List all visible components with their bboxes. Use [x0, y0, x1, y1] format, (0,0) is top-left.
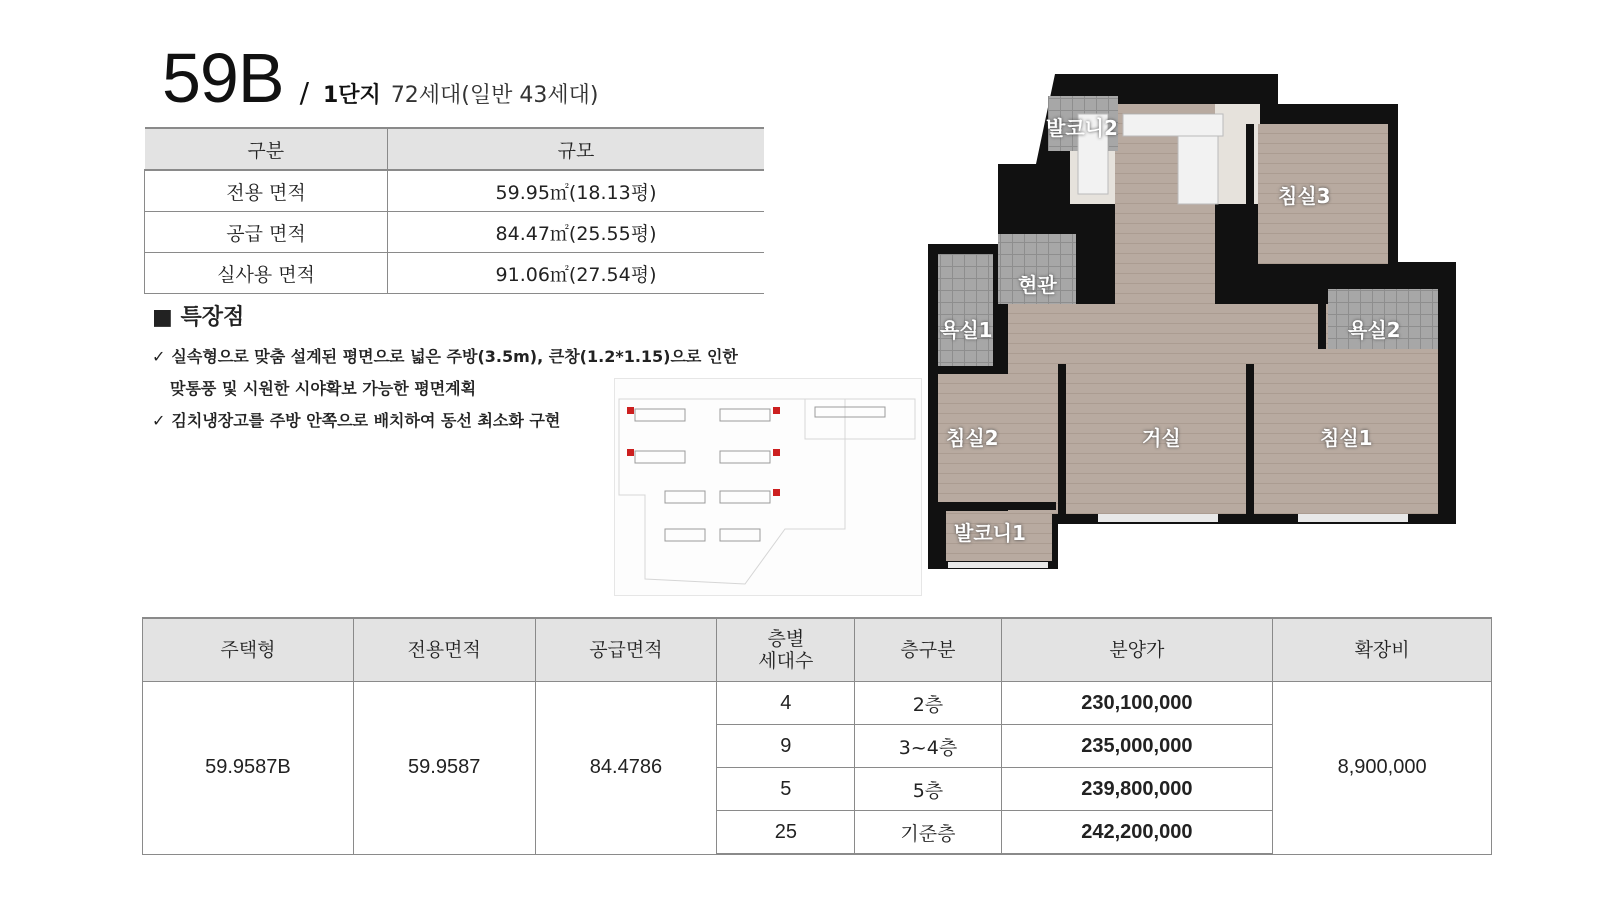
room-label-bedroom2: 침실2 [946, 426, 999, 450]
unit-count-cell: 4 [717, 682, 855, 725]
price-table-header [143, 618, 1492, 682]
feature-text: 맞통풍 및 시원한 시야확보 가능한 평면계획 [170, 379, 477, 398]
table-row [145, 253, 765, 294]
area-table-header [145, 128, 765, 170]
room-label-balcony1: 발코니1 [954, 521, 1026, 545]
unit-count-cell: 5 [717, 768, 855, 811]
feature-text: 실속형으로 맞춤 설계된 평면으로 넓은 주방(3.5m), 큰창(1.2*1.15)으로 인한 [171, 347, 738, 366]
floor-plan-drawing [928, 74, 1496, 587]
price-cell: 235,000,000 [1001, 725, 1273, 768]
room-label-bedroom1: 침실1 [1320, 426, 1373, 450]
table-row [145, 170, 765, 212]
area-label: 실사용 면적 [145, 253, 388, 294]
room-label-living: 거실 [1142, 426, 1181, 450]
price-cell: 230,100,000 [1001, 682, 1273, 725]
price-cell: 239,800,000 [1001, 768, 1273, 811]
page-header [162, 38, 598, 118]
area-value: 91.06㎡(27.54평) [388, 253, 765, 294]
area-label: 전용 면적 [145, 170, 388, 212]
title-separator: / [299, 76, 309, 109]
exclusive-area-cell: 59.9587 [353, 682, 535, 855]
header-sale-price: 분양가 [1001, 618, 1273, 682]
floor-cell: 5층 [855, 768, 1001, 811]
floor-cell: 기준층 [855, 811, 1001, 855]
supply-area-cell: 84.4786 [535, 682, 717, 855]
area-table [144, 127, 764, 294]
header-house-type: 주택형 [143, 618, 354, 682]
area-value: 59.95㎡(18.13평) [388, 170, 765, 212]
price-cell: 242,200,000 [1001, 811, 1273, 855]
household-count: 72세대(일반 43세대) [390, 83, 599, 108]
site-plan-image [614, 378, 922, 596]
price-table [142, 617, 1492, 855]
floor-plan [928, 74, 1496, 587]
extension-cost-cell: 8,900,000 [1273, 682, 1492, 855]
unit-count-cell: 25 [717, 811, 855, 855]
header-units-per-floor: 층별 세대수 [717, 618, 855, 682]
check-icon: ✓ [152, 347, 166, 366]
header-exclusive-area: 전용면적 [353, 618, 535, 682]
floor-cell: 3~4층 [855, 725, 1001, 768]
table-row [145, 212, 765, 253]
unit-count-cell: 9 [717, 725, 855, 768]
room-label-bath1: 욕실1 [940, 318, 993, 342]
area-value: 84.47㎡(25.55평) [388, 212, 765, 253]
area-label: 공급 면적 [145, 212, 388, 253]
house-type-cell: 59.9587B [143, 682, 354, 855]
room-label-entrance: 현관 [1018, 273, 1057, 297]
room-label-balcony2: 발코니2 [1046, 116, 1118, 140]
features-title: ■ 특장점 [152, 305, 245, 330]
room-label-bedroom3: 침실3 [1278, 184, 1331, 208]
floor-cell: 2층 [855, 682, 1001, 725]
site-plan-drawing [615, 379, 921, 595]
complex-label: 1단지 [323, 83, 381, 108]
header-floor-category: 층구분 [855, 618, 1001, 682]
unit-type-title: 59B [162, 39, 284, 117]
room-label-bath2: 욕실2 [1348, 318, 1401, 342]
area-header-size: 규모 [388, 128, 765, 170]
header-supply-area: 공급면적 [535, 618, 717, 682]
header-extension-cost: 확장비 [1273, 618, 1492, 682]
feature-item [152, 341, 792, 373]
table-row [143, 682, 1492, 725]
check-icon: ✓ [152, 411, 166, 430]
area-header-category: 구분 [145, 128, 388, 170]
feature-text: 김치냉장고를 주방 안쪽으로 배치하여 동선 최소화 구현 [171, 411, 561, 430]
